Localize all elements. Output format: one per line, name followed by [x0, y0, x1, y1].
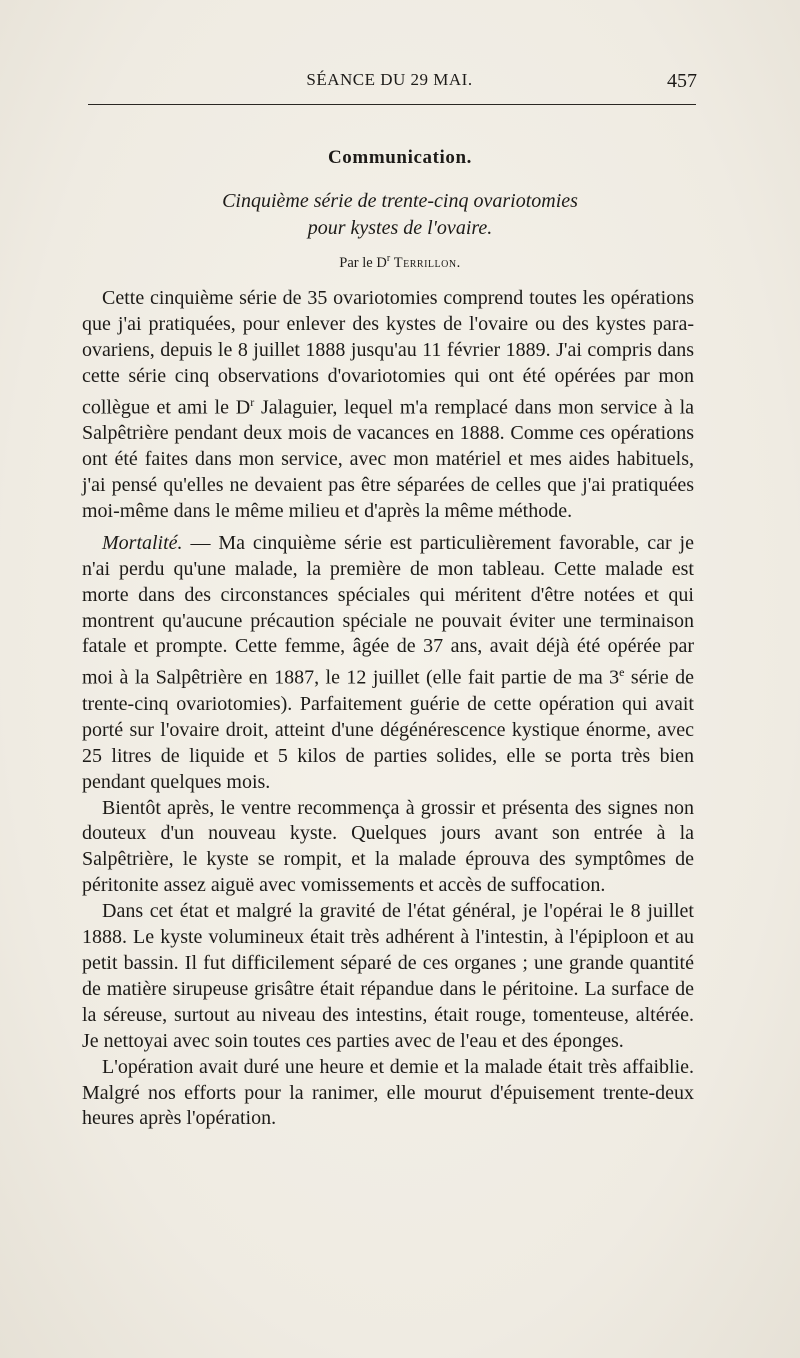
page-number: 457	[667, 70, 697, 92]
paragraph-2-text-a: — Ma cinquième série est particulièrement favorable, car je n'ai perdu qu'une malade, la première de mon tableau. Cette malade est morte dans des circonstances spéciales qui méritent d'être notées et qui montrent qu'aucune précaution spéciale ne pouvait éviter une terminaison fatale et prompte. Cette femme, âgée de 37 ans, avait déjà été opérée par moi à la Salpêtrière en 1887, le 12 juillet (elle fait partie de ma 3	[82, 531, 694, 689]
paragraph-2-label: Mortalité.	[102, 531, 183, 554]
article-title	[0, 188, 800, 242]
paragraph-5: L'opération avait duré une heure et demie et la malade était très affaiblie. Malgré nos efforts pour la ranimer, elle mourut d'épuisement trente-deux heures après l'opération.	[82, 1055, 694, 1130]
article-title-line-1: Cinquième série de trente-cinq ovariotomies	[222, 190, 578, 212]
paragraph-4: Dans cet état et malgré la gravité de l'état général, je l'opérai le 8 juillet 1888. Le kyste volumineux était très adhérent à l'intestin, à l'épiploon et au petit bassin. Il fut difficilement séparé de ces organes ; une grande quantité de matière sirupeuse grisâtre était répandue dans le péritoine. La surface de la séreuse, surtout au niveau des intestins, était rouge, tomenteuse, altérée. Je nettoyai avec soin toutes ces parties avec de l'eau et des éponges.	[82, 900, 694, 1052]
paragraph-1-text: Cette cinquième série de 35 ovariotomies comprend toutes les opérations que j'ai pratiquées, pour enlever des kystes de l'ovaire ou des kystes para-ovariens, depuis le 8 juillet 1888 jusqu'au 11 février 1889. J'ai compris dans cette série cinq observations d'ovariotomies qui ont été opérées par mon collègue et ami le D	[82, 287, 694, 419]
byline-prefix: Par le D	[339, 254, 387, 271]
paragraph-1-sup: r	[250, 394, 255, 409]
paragraph-1-end: Jalaguier, lequel m'a remplacé dans mon service à la Salpêtrière pendant deux mois de vacances en 1888. Comme ces opérations ont été faites dans mon service, avec mon matériel et mes aides habituels, j'ai pensé qu'elles ne devaient pas être séparées de celles que j'ai pratiquées moi-même dans le même milieu et d'après la même méthode.	[82, 396, 695, 522]
byline-author: Terrillon.	[393, 254, 461, 271]
article-body	[82, 286, 694, 1132]
page-header	[82, 70, 697, 100]
paragraph-2	[82, 531, 694, 796]
paragraph-2-sup: e	[619, 665, 625, 680]
section-heading: Communication.	[327, 147, 473, 168]
article-title-line-2: pour kystes de l'ovaire.	[307, 217, 493, 239]
running-head: SÉANCE DU 29 MAI.	[306, 70, 473, 89]
paragraph-1	[82, 286, 694, 525]
paragraph-3: Bientôt après, le ventre recommença à grossir et présenta des signes non douteux d'un nouveau kyste. Quelques jours avant son entrée à la Salpêtrière, le kyste se rompit, et la malade éprouva des symptômes de péritonite assez aiguë avec vomissements et accès de suffocation.	[82, 796, 694, 897]
paragraph-2-text-b: série de trente-cinq ovariotomies). Parfaitement guérie de cette opération qui avait porté sur l'ovaire droit, atteint d'une dégénérescence kystique énorme, avec 25 litres de liquide et 5 kilos de parties solides, elle se porta très bien pendant quelques mois.	[82, 667, 694, 793]
header-rule	[88, 104, 696, 105]
byline	[0, 253, 800, 272]
byline-sup: r	[386, 253, 391, 264]
